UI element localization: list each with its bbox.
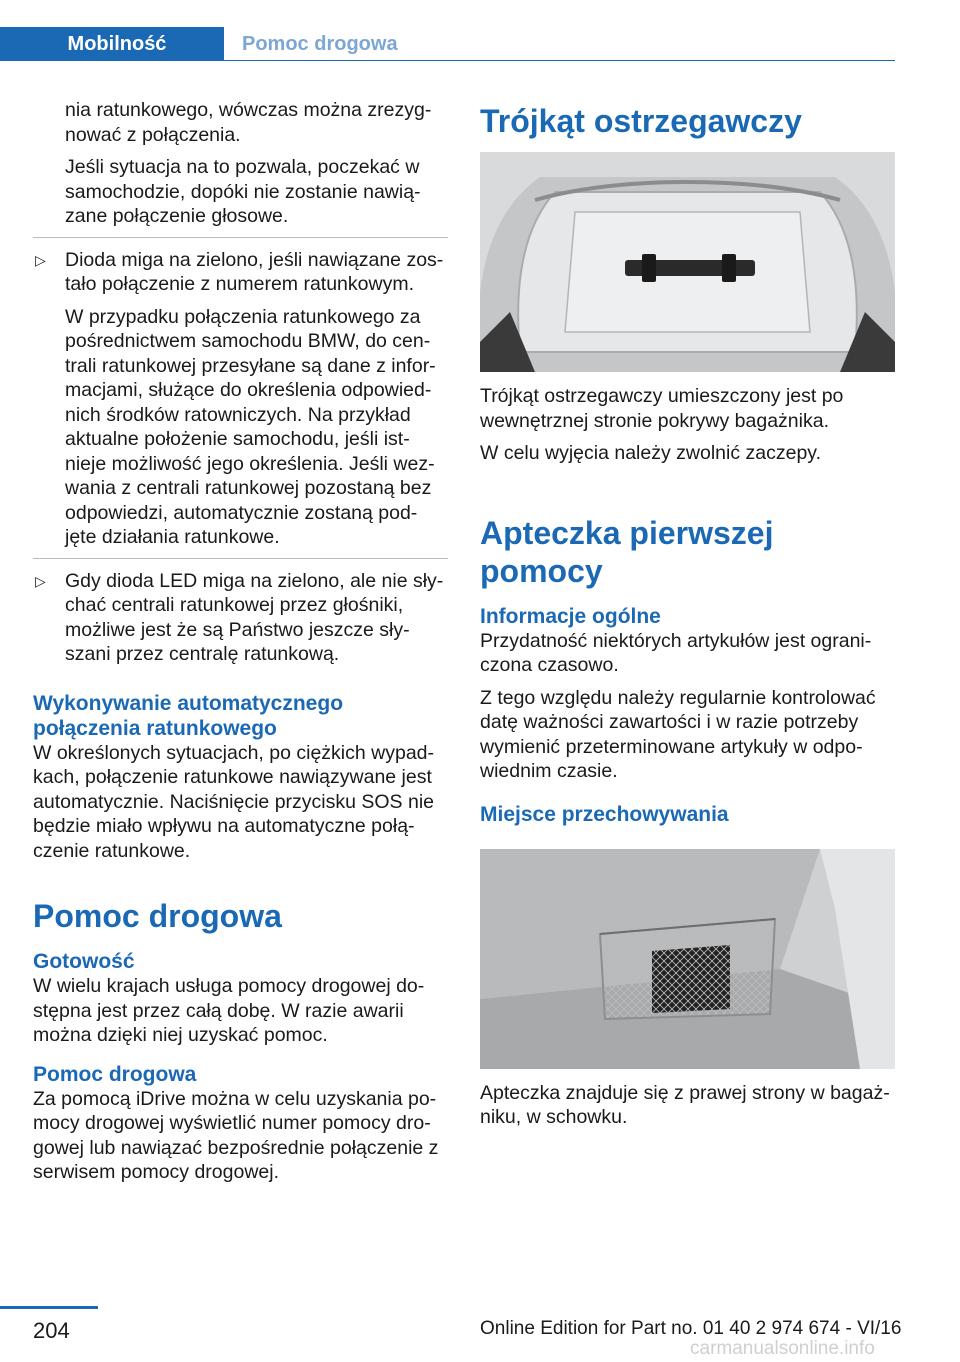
paragraph: Z tego względu należy regularnie kontrolować datę ważności zawartości i w razie potrzeby wymienić przeterminowane artykuły w odpo‐ wiednim czasie. — [480, 686, 876, 782]
paragraph: W wielu krajach usługa pomocy drogowej do‐ stępna jest przez całą dobę. W razie awarii można dzięki niej uzyskać pomoc. — [33, 975, 425, 1046]
tab-mobilnosc — [0, 27, 224, 61]
first-aid-kit-photo — [480, 849, 895, 1069]
section-heading: Pomoc drogowa — [33, 1062, 197, 1086]
watermark: carmanualsonline.info — [690, 1338, 875, 1359]
section-title: Trójkąt ostrzegawczy — [480, 103, 802, 139]
left-column — [33, 98, 448, 1193]
paragraph: W celu wyjęcia należy zwolnić zaczepy. — [480, 442, 822, 464]
footer-accent-line — [0, 1306, 98, 1309]
paragraph: Trójkąt ostrzegawczy umieszczony jest po wewnętrznej stronie pokrywy bagażnika. — [480, 385, 844, 432]
paragraph: Jeśli sytuacja na to pozwala, poczekać w samochodzie, dopóki nie zostanie nawią‐ zane połączenie głosowe. — [65, 156, 421, 227]
header-divider — [224, 60, 895, 61]
divider — [33, 237, 448, 238]
paragraph: Za pomocą iDrive można w celu uzyskania po‐ mocy drogowej wyświetlić numer pomocy dro‐ gowej lub nawiązać bezpośrednie połączenie z serwisem pomocy drogowej. — [33, 1087, 439, 1183]
divider — [33, 558, 448, 559]
edition-info: Online Edition for Part no. 01 40 2 974 674 - VI/16 — [480, 1318, 902, 1339]
tab-mobilnosc-label: Mobilność — [67, 32, 167, 55]
tab-pomoc-drogowa — [242, 27, 398, 61]
paragraph: W określonych sytuacjach, po ciężkich wypad‐ kach, połączenie ratunkowe nawiązywane jest automatycznie. Naciśnięcie przycisku SOS nie będzie miało wpływu na automatyczne połą‐ czenie ratunkowe. — [33, 741, 434, 862]
section-heading: Gotowość — [33, 950, 135, 973]
header-tabs — [0, 27, 895, 61]
list-item — [33, 248, 448, 550]
list-item — [33, 569, 448, 667]
paragraph: Dioda miga na zielono, jeśli nawiązane zos‐ tało połączenie z numerem ratunkowym. — [65, 248, 444, 295]
section-title: Apteczka pierwszej pomocy — [480, 514, 774, 589]
section-heading: Informacje ogólne — [480, 604, 661, 628]
tab-pomoc-drogowa-label: Pomoc drogowa — [242, 32, 398, 55]
paragraph: Przydatność niektórych artykułów jest ograni‐ czona czasowo. — [480, 629, 872, 676]
paragraph: W przypadku połączenia ratunkowego za pośrednictwem samochodu BMW, do cen‐ trali ratunkowej przesyłane są dane z infor‐ macjami, służące do określenia odpowied‐ nich środków ratowniczych. Na przykład aktualne położenie samochodu, jeśli ist‐ nieje możliwość jego określenia. Jeśli wez‐ wania z centrali ratunkowej pozostaną bez odpowiedzi, automatycznie zostaną pod‐ jęte działania ratunkowe. — [65, 305, 436, 548]
section-heading: Miejsce przechowywania — [480, 802, 729, 826]
page-number: 204 — [33, 1318, 70, 1343]
paragraph: nia ratunkowego, wówczas można zrezyg‐ nować z połączenia. — [65, 99, 432, 146]
warning-triangle-photo — [480, 152, 895, 372]
triangle-bullet-icon: ▷ — [35, 251, 46, 268]
right-column — [480, 98, 895, 1138]
section-heading: Wykonywanie automatycznego połączenia ratunkowego — [33, 691, 344, 740]
section-title: Pomoc drogowa — [33, 898, 282, 934]
paragraph: Apteczka znajduje się z prawej strony w bagaż‐ niku, w schowku. — [480, 1081, 890, 1128]
triangle-bullet-icon: ▷ — [35, 572, 46, 589]
paragraph: Gdy dioda LED miga na zielono, ale nie sły‐ chać centrali ratunkowej przez głośniki, możliwe jest że są Państwo jeszcze sły‐ szani przez centralę ratunkową. — [65, 569, 444, 665]
